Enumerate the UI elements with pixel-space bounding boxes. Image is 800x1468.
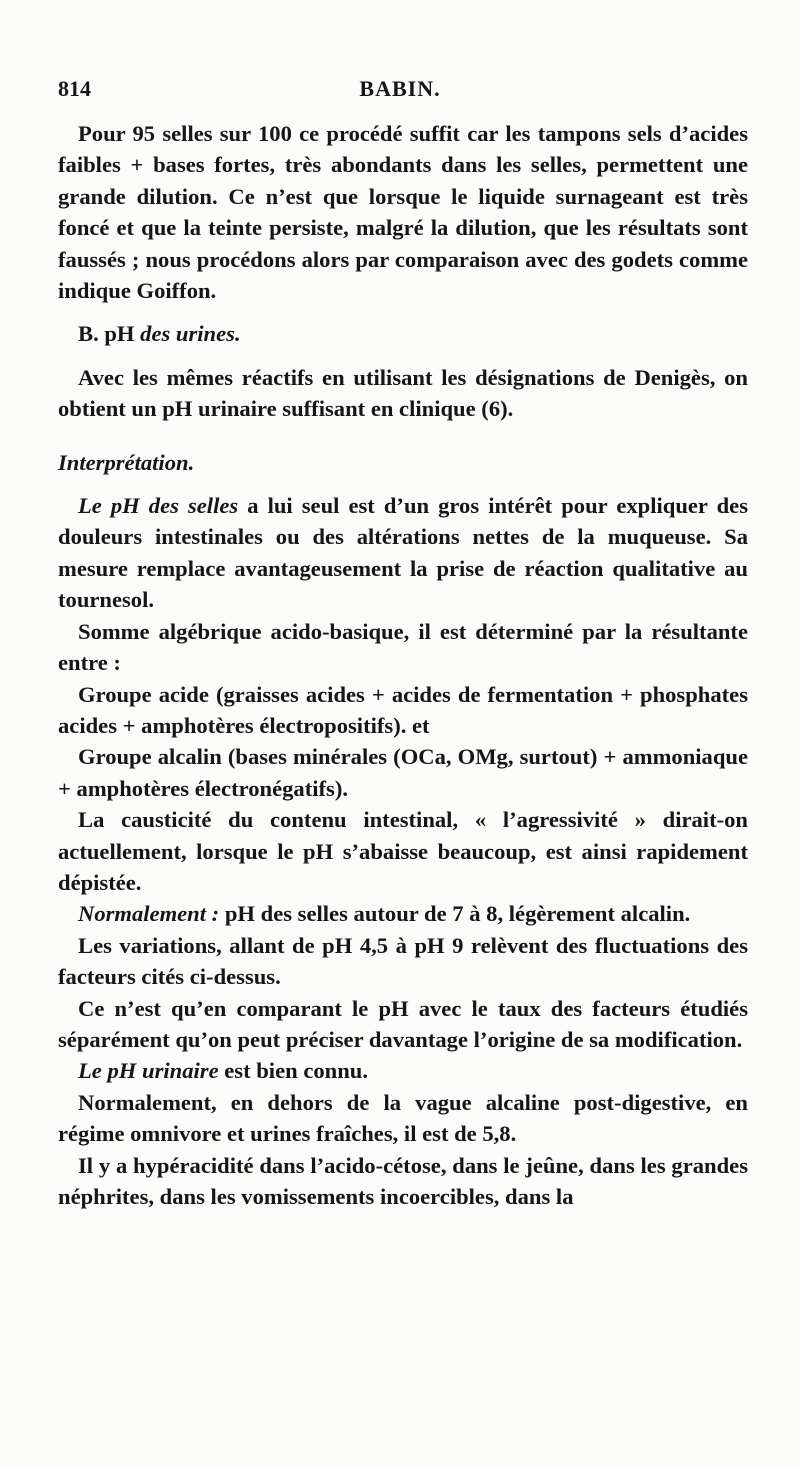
- paragraph-variations: [58, 930, 748, 993]
- paragraph-acid-base-sum: [58, 616, 748, 679]
- paragraph-text: Les variations, allant de pH 4,5 à pH 9 relèvent des fluctuations des facteurs cités ci-dessus.: [58, 932, 748, 990]
- subheading-urine-ph: [58, 318, 748, 349]
- paragraph-text: Normalement, en dehors de la vague alcaline post-digestive, en régime omnivore et urines fraîches, il est de 5,8.: [58, 1089, 748, 1147]
- paragraph-text: Pour 95 selles sur 100 ce procédé suffit car les tampons sels d’acides faibles + bases fortes, très abondants dans les selles, permettent une grande dilution. Ce n’est que lorsque le liquide surnageant est très foncé et que la teinte persiste, malgré la dilution, que les résultats sont faussés ; nous procédons alors par comparaison avec des godets comme indique Goiffon.: [58, 121, 748, 304]
- paragraph-hyperacidity: [58, 1150, 748, 1213]
- heading-text: Interprétation.: [58, 449, 195, 475]
- paragraph-urine-method: [58, 362, 748, 425]
- page-number: 814: [58, 76, 91, 101]
- paragraph-text: Groupe acide (graisses acides + acides de fermentation + phosphates acides + amphotères électropositifs). et: [58, 681, 748, 738]
- paragraph-stool-ph: [58, 490, 748, 616]
- paragraph-text: Groupe alcalin (bases minérales (OCa, OMg, surtout) + ammoniaque + amphotères électronégatifs).: [58, 744, 748, 801]
- paragraph-text: La causticité du contenu intestinal, « l’agressivité » dirait-on actuellement, lorsque le pH s’abaisse beaucoup, est ainsi rapidement dépistée.: [58, 807, 748, 895]
- subheading-label: B. pH: [78, 321, 141, 347]
- paragraph-sampling-note: [58, 118, 748, 306]
- paragraph-alkaline-group: [58, 741, 748, 804]
- paragraph-causticity: [58, 804, 748, 898]
- subheading-italic: des urines.: [140, 321, 241, 347]
- paragraph-text: Ce n’est qu’en comparant le pH avec le taux des facteurs étudiés séparément qu’on peut préciser davantage l’origine de sa modification.: [58, 995, 748, 1052]
- paragraph-lead: Normalement :: [78, 901, 220, 927]
- paragraph-acid-group: [58, 679, 748, 742]
- paragraph-lead: Le pH des selles: [78, 493, 239, 519]
- paragraph-normal-stool-ph: [58, 898, 748, 929]
- paragraph-comparison: [58, 993, 748, 1056]
- page-header: [58, 70, 742, 104]
- paragraph-text: pH des selles autour de 7 à 8, légèrement alcalin.: [219, 901, 691, 927]
- heading-interpretation: [58, 447, 748, 478]
- running-head: BABIN.: [359, 76, 441, 101]
- paragraph-text: Il y a hypéracidité dans l’acido-cétose, dans le jeûne, dans les grandes néphrites, dans les vomissements incoercibles, dans la: [58, 1152, 748, 1209]
- paragraph-text: a lui seul est d’un gros intérêt pour expliquer des douleurs intestinales ou des altérations nettes de la muqueuse. Sa mesure remplace avantageusement la prise de réaction qualitative au tournesol.: [58, 493, 748, 613]
- paragraph-text: Somme algébrique acido-basique, il est déterminé par la résultante entre :: [58, 618, 748, 676]
- paragraph-text: Avec les mêmes réactifs en utilisant les désignations de Denigès, on obtient un pH urinaire suffisant en clinique (6).: [58, 364, 748, 422]
- page-body: [58, 118, 748, 1212]
- paragraph-urine-ph-known: [58, 1055, 748, 1086]
- paragraph-text: est bien connu.: [218, 1058, 368, 1084]
- paragraph-lead: Le pH urinaire: [78, 1058, 219, 1084]
- paragraph-normal-urine-ph: [58, 1087, 748, 1150]
